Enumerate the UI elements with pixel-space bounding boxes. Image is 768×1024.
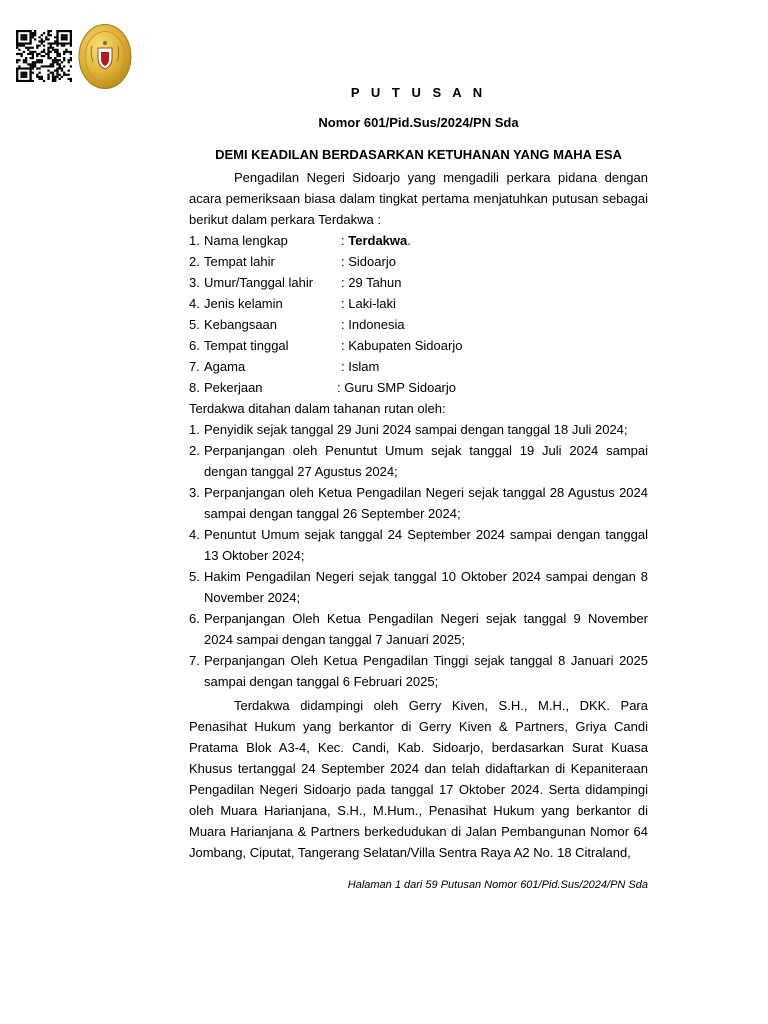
page-footer: Halaman 1 dari 59 Putusan Nomor 601/Pid.Sus/2024/PN Sda bbox=[347, 879, 648, 891]
identity-value-text: Terdakwa bbox=[348, 233, 408, 248]
identity-label: Nama lengkap bbox=[204, 233, 288, 248]
qr-code-icon bbox=[16, 30, 72, 82]
detention-text: Penuntut Umum sejak tanggal 24 September 2024 sampai dengan tanggal 13 Oktober 2024; bbox=[204, 527, 648, 563]
identity-value bbox=[341, 314, 405, 335]
identity-list bbox=[189, 230, 648, 398]
identity-separator: : bbox=[341, 233, 349, 248]
identity-row bbox=[189, 230, 648, 251]
identity-number: 5. bbox=[189, 317, 200, 332]
identity-label: Jenis kelamin bbox=[204, 296, 283, 311]
identity-value-text: Indonesia bbox=[348, 317, 405, 332]
detention-number: 3. bbox=[189, 485, 200, 500]
detention-item bbox=[189, 482, 648, 524]
identity-row bbox=[189, 377, 648, 398]
identity-label: Pekerjaan bbox=[204, 380, 263, 395]
document-title: P U T U S A N bbox=[350, 85, 487, 100]
identity-number: 2. bbox=[189, 254, 200, 269]
detention-number: 5. bbox=[189, 569, 200, 584]
identity-value-text: Islam bbox=[348, 359, 380, 374]
identity-number: 4. bbox=[189, 296, 200, 311]
detention-number: 4. bbox=[189, 527, 200, 542]
detention-item bbox=[189, 440, 648, 482]
identity-row bbox=[189, 272, 648, 293]
opening-paragraph: Pengadilan Negeri Sidoarjo yang mengadili perkara pidana dengan acara pemeriksaan biasa dalam tingkat pertama menjatuhkan putusan sebagai berikut dalam perkara Terdakwa : bbox=[189, 170, 648, 227]
detention-number: 1. bbox=[189, 422, 200, 437]
identity-row bbox=[189, 335, 648, 356]
detention-number: 6. bbox=[189, 611, 200, 626]
detention-text: Perpanjangan Oleh Ketua Pengadilan Tinggi sejak tanggal 8 Januari 2025 sampai dengan tanggal 6 Februari 2025; bbox=[204, 653, 648, 689]
identity-value-text: Sidoarjo bbox=[348, 254, 396, 269]
irah-irah-heading: DEMI KEADILAN BERDASARKAN KETUHANAN YANG MAHA ESA bbox=[215, 147, 622, 162]
identity-separator: : bbox=[341, 296, 349, 311]
identity-separator: : bbox=[337, 380, 345, 395]
identity-value-text: Laki-laki bbox=[348, 296, 396, 311]
identity-separator: : bbox=[341, 254, 349, 269]
identity-row bbox=[189, 293, 648, 314]
identity-separator: : bbox=[341, 317, 349, 332]
identity-value bbox=[341, 356, 379, 377]
identity-separator: : bbox=[341, 275, 349, 290]
identity-label: Umur/Tanggal lahir bbox=[204, 275, 314, 290]
detention-text: Perpanjangan oleh Ketua Pengadilan Negeri sejak tanggal 28 Agustus 2024 sampai dengan tanggal 26 September 2024; bbox=[204, 485, 648, 521]
identity-number: 7. bbox=[189, 359, 200, 374]
identity-value bbox=[341, 251, 396, 272]
identity-number: 6. bbox=[189, 338, 200, 353]
identity-label: Tempat lahir bbox=[204, 254, 275, 269]
counsel-paragraph: Terdakwa didampingi oleh Gerry Kiven, S.H., M.H., DKK. Para Penasihat Hukum yang berkantor di Gerry Kiven & Partners, Griya Candi Pratama Blok A3-4, Kec. Candi, Kab. Sidoarjo, berdasarkan Surat Kuasa Khusus tertanggal 24 September 2024 dan telah didaftarkan di Kepaniteraan Pengadilan Negeri Sidoarjo pada tanggal 17 Oktober 2024. Serta didampingi oleh Muara Harianjana, S.H., M.Hum., Penasihat Hukum yang berkantor di Muara Harianjana & Partners berkedudukan di Jalan Pembangunan Nomor 64 Jombang, Ciputat, Tangerang Selatan/Villa Sentra Raya A2 No. 18 Citraland, bbox=[189, 698, 648, 860]
identity-value bbox=[341, 293, 396, 314]
detention-intro: Terdakwa ditahan dalam tahanan rutan oleh: bbox=[189, 401, 446, 416]
case-number: Nomor 601/Pid.Sus/2024/PN Sda bbox=[318, 115, 519, 130]
detention-number: 7. bbox=[189, 653, 200, 668]
detention-item bbox=[189, 650, 648, 692]
identity-number: 1. bbox=[189, 233, 200, 248]
identity-number: 8. bbox=[189, 380, 200, 395]
identity-row bbox=[189, 356, 648, 377]
detention-item bbox=[189, 566, 648, 608]
detention-text: Perpanjangan oleh Penuntut Umum sejak tanggal 19 Juli 2024 sampai dengan tanggal 27 Agustus 2024; bbox=[204, 443, 648, 479]
detention-list bbox=[189, 419, 648, 692]
identity-value bbox=[341, 230, 411, 251]
identity-label: Tempat tinggal bbox=[204, 338, 289, 353]
identity-value-text: Guru SMP Sidoarjo bbox=[344, 380, 456, 395]
detention-item bbox=[189, 419, 648, 440]
identity-label: Agama bbox=[204, 359, 246, 374]
identity-number: 3. bbox=[189, 275, 200, 290]
identity-label: Kebangsaan bbox=[204, 317, 278, 332]
detention-number: 2. bbox=[189, 443, 200, 458]
identity-value-text: 29 Tahun bbox=[348, 275, 402, 290]
identity-value-text: Kabupaten Sidoarjo bbox=[348, 338, 463, 353]
mahkamah-agung-seal-icon bbox=[78, 24, 132, 89]
identity-row bbox=[189, 314, 648, 335]
detention-text: Perpanjangan Oleh Ketua Pengadilan Negeri sejak tanggal 9 November 2024 sampai dengan tanggal 7 Januari 2025; bbox=[204, 611, 648, 647]
identity-value bbox=[337, 377, 456, 398]
identity-separator: : bbox=[341, 359, 349, 374]
detention-item bbox=[189, 608, 648, 650]
document-body bbox=[189, 84, 648, 863]
detention-item bbox=[189, 524, 648, 566]
identity-value bbox=[341, 335, 462, 356]
detention-text: Penyidik sejak tanggal 29 Juni 2024 sampai dengan tanggal 18 Juli 2024; bbox=[204, 422, 628, 437]
identity-row bbox=[189, 251, 648, 272]
identity-separator: : bbox=[341, 338, 349, 353]
identity-value bbox=[341, 272, 402, 293]
detention-text: Hakim Pengadilan Negeri sejak tanggal 10 Oktober 2024 sampai dengan 8 November 2024; bbox=[204, 569, 648, 605]
identity-value-suffix: . bbox=[407, 233, 411, 248]
